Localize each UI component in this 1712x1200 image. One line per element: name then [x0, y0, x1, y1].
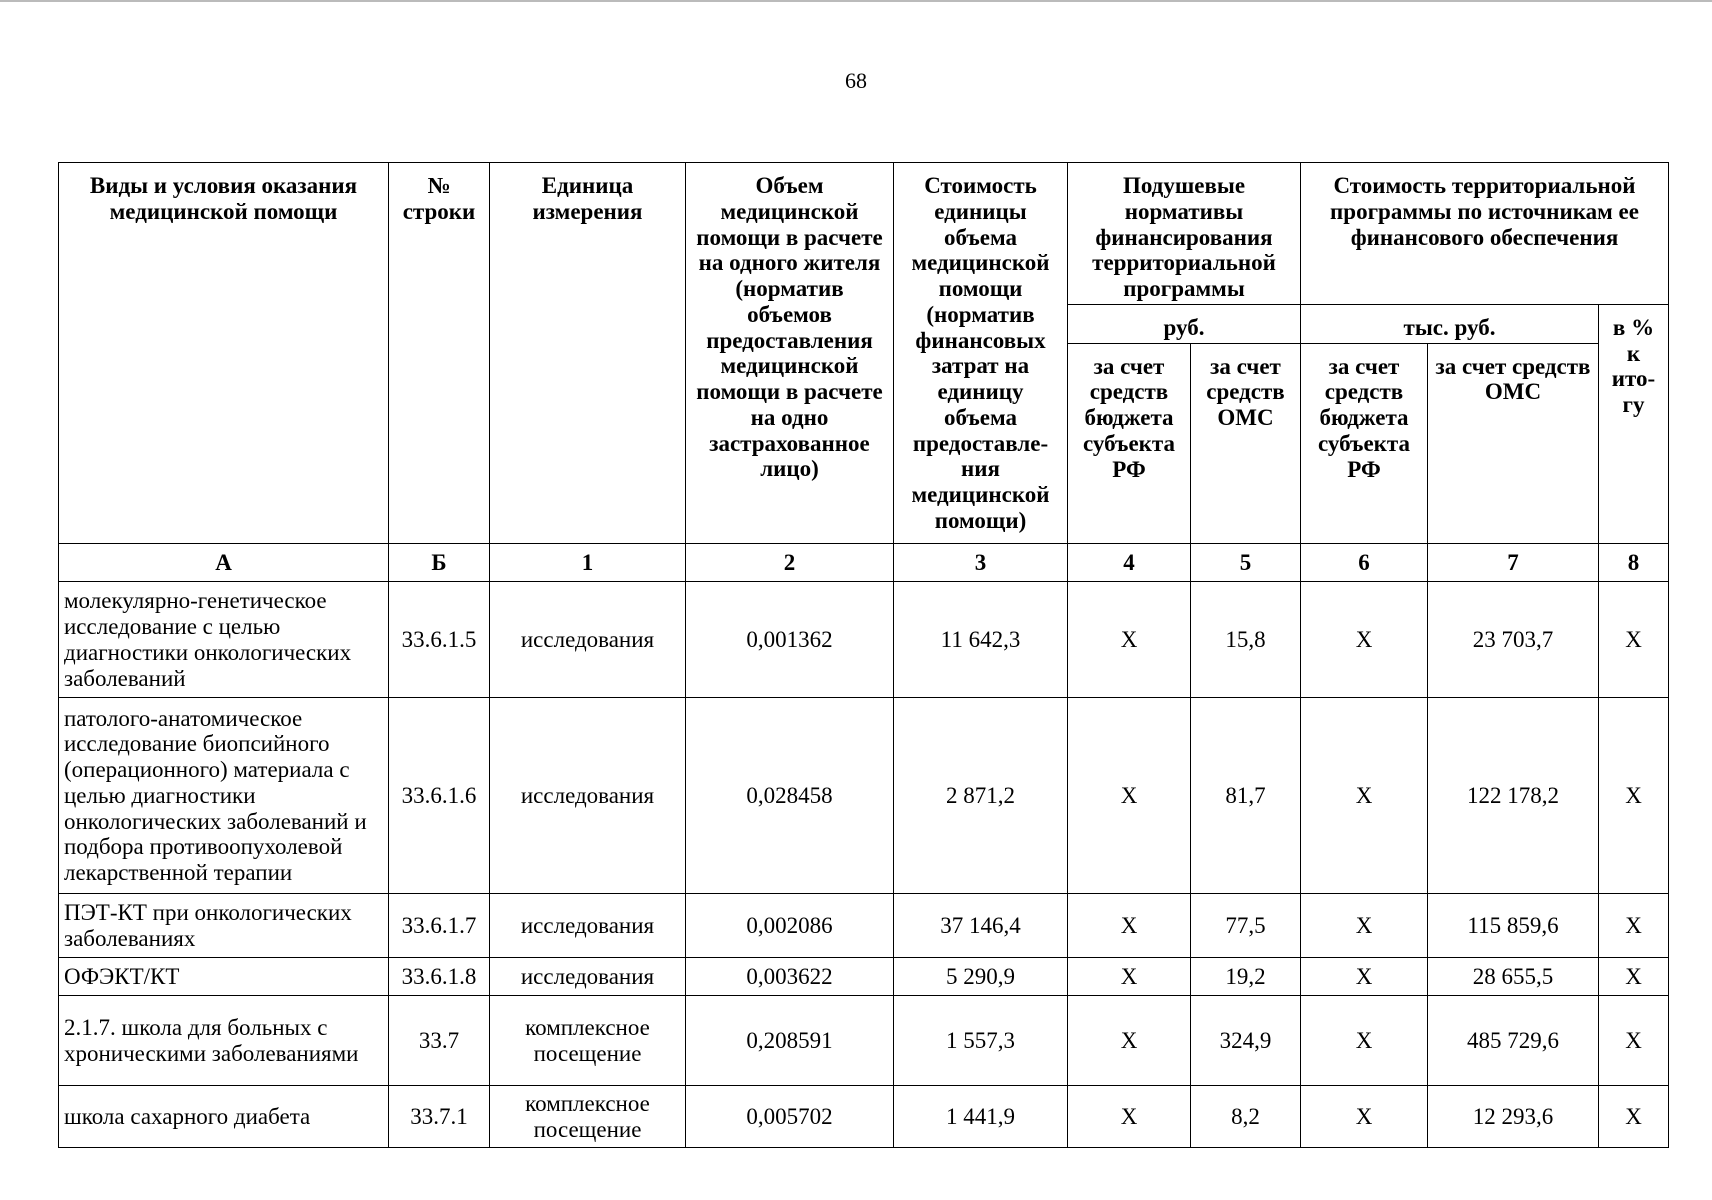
- cell-name: патолого-анатомическое исследование биопсийного (операционного) материала с целью диагностики онкологических заболеваний и подбора противоопухолевой лекарственной терапии: [59, 698, 389, 894]
- cell-budget-rf-rub: X: [1068, 996, 1191, 1086]
- cell-cost: 1 557,3: [894, 996, 1068, 1086]
- cell-oms-rub: 8,2: [1191, 1086, 1301, 1148]
- cell-volume: 0,208591: [686, 996, 894, 1086]
- cell-oms-rub: 81,7: [1191, 698, 1301, 894]
- table-row: [59, 582, 1669, 698]
- cell-percent: X: [1599, 958, 1669, 996]
- header-budget-rf-1: за счет средств бюджета субъекта РФ: [1068, 343, 1191, 543]
- index-cell: А: [59, 543, 389, 582]
- cell-percent: X: [1599, 582, 1669, 698]
- cell-volume: 0,001362: [686, 582, 894, 698]
- index-cell: 8: [1599, 543, 1669, 582]
- top-rule: [0, 0, 1712, 2]
- header-row-no: № строки: [389, 163, 490, 544]
- cell-unit: комплексное посещение: [490, 1086, 686, 1148]
- cell-unit: комплексное посещение: [490, 996, 686, 1086]
- cell-cost: 11 642,3: [894, 582, 1068, 698]
- cell-row-no: 33.6.1.6: [389, 698, 490, 894]
- page-number: 68: [845, 68, 867, 93]
- cell-budget-rf-thous: X: [1301, 894, 1428, 958]
- table-row: [59, 894, 1669, 958]
- cell-budget-rf-rub: X: [1068, 698, 1191, 894]
- header-per-capita: Подушевые нормативы финансирования территориальной программы: [1068, 163, 1301, 305]
- header-cost: Стоимость единицы объема медицинской помощи (норматив финансовых затрат на единицу объема предоставле-ния медицинской помощи): [894, 163, 1068, 544]
- index-cell: 4: [1068, 543, 1191, 582]
- cell-oms-thous: 485 729,6: [1428, 996, 1599, 1086]
- cell-budget-rf-rub: X: [1068, 894, 1191, 958]
- cell-budget-rf-rub: X: [1068, 582, 1191, 698]
- cell-percent: X: [1599, 996, 1669, 1086]
- cell-unit: исследования: [490, 894, 686, 958]
- cell-name: молекулярно-генетическое исследование с целью диагностики онкологических заболеваний: [59, 582, 389, 698]
- header-kind: Виды и условия оказания медицинской помощи: [59, 163, 389, 544]
- index-row: [59, 543, 1669, 582]
- cell-percent: X: [1599, 698, 1669, 894]
- cell-budget-rf-rub: X: [1068, 958, 1191, 996]
- index-cell: 7: [1428, 543, 1599, 582]
- cell-row-no: 33.7.1: [389, 1086, 490, 1148]
- cell-row-no: 33.6.1.8: [389, 958, 490, 996]
- header-unit: Единица измерения: [490, 163, 686, 544]
- cell-volume: 0,005702: [686, 1086, 894, 1148]
- cell-percent: X: [1599, 1086, 1669, 1148]
- header-program-cost: Стоимость территориальной программы по источникам ее финансового обеспечения: [1301, 163, 1669, 305]
- cell-oms-thous: 122 178,2: [1428, 698, 1599, 894]
- cell-budget-rf-thous: X: [1301, 698, 1428, 894]
- header-volume: Объем медицинской помощи в расчете на одного жителя (норматив объемов предоставления медицинской помощи в расчете на одно застрахованное лицо): [686, 163, 894, 544]
- cell-row-no: 33.7: [389, 996, 490, 1086]
- header-oms-1: за счет средств ОМС: [1191, 343, 1301, 543]
- index-cell: 6: [1301, 543, 1428, 582]
- cell-cost: 2 871,2: [894, 698, 1068, 894]
- cell-budget-rf-rub: X: [1068, 1086, 1191, 1148]
- cell-row-no: 33.6.1.5: [389, 582, 490, 698]
- cell-oms-rub: 324,9: [1191, 996, 1301, 1086]
- cell-unit: исследования: [490, 582, 686, 698]
- table-row: [59, 958, 1669, 996]
- cell-oms-rub: 15,8: [1191, 582, 1301, 698]
- index-cell: Б: [389, 543, 490, 582]
- cell-oms-thous: 28 655,5: [1428, 958, 1599, 996]
- cell-budget-rf-thous: X: [1301, 582, 1428, 698]
- cell-budget-rf-thous: X: [1301, 958, 1428, 996]
- table-row: [59, 996, 1669, 1086]
- index-cell: 2: [686, 543, 894, 582]
- cell-oms-rub: 19,2: [1191, 958, 1301, 996]
- header-thous-rub: тыс. руб.: [1301, 304, 1599, 343]
- cell-name: ОФЭКТ/КТ: [59, 958, 389, 996]
- cell-unit: исследования: [490, 958, 686, 996]
- index-cell: 5: [1191, 543, 1301, 582]
- header-rub: руб.: [1068, 304, 1301, 343]
- header-oms-2: за счет средств ОМС: [1428, 343, 1599, 543]
- cell-oms-rub: 77,5: [1191, 894, 1301, 958]
- cell-name: 2.1.7. школа для больных с хроническими заболеваниями: [59, 996, 389, 1086]
- cell-oms-thous: 115 859,6: [1428, 894, 1599, 958]
- cell-budget-rf-thous: X: [1301, 996, 1428, 1086]
- cell-cost: 37 146,4: [894, 894, 1068, 958]
- cell-cost: 5 290,9: [894, 958, 1068, 996]
- cell-oms-thous: 23 703,7: [1428, 582, 1599, 698]
- cell-volume: 0,003622: [686, 958, 894, 996]
- header-budget-rf-2: за счет средств бюджета субъекта РФ: [1301, 343, 1428, 543]
- cell-budget-rf-thous: X: [1301, 1086, 1428, 1148]
- index-cell: 1: [490, 543, 686, 582]
- financing-table: [58, 162, 1669, 1148]
- cell-cost: 1 441,9: [894, 1086, 1068, 1148]
- table-row: [59, 1086, 1669, 1148]
- cell-percent: X: [1599, 894, 1669, 958]
- header-percent: в % к ито-гу: [1599, 304, 1669, 543]
- cell-oms-thous: 12 293,6: [1428, 1086, 1599, 1148]
- cell-volume: 0,002086: [686, 894, 894, 958]
- index-cell: 3: [894, 543, 1068, 582]
- table-row: [59, 698, 1669, 894]
- cell-name: ПЭТ-КТ при онкологических заболеваниях: [59, 894, 389, 958]
- cell-name: школа сахарного диабета: [59, 1086, 389, 1148]
- cell-volume: 0,028458: [686, 698, 894, 894]
- cell-row-no: 33.6.1.7: [389, 894, 490, 958]
- cell-unit: исследования: [490, 698, 686, 894]
